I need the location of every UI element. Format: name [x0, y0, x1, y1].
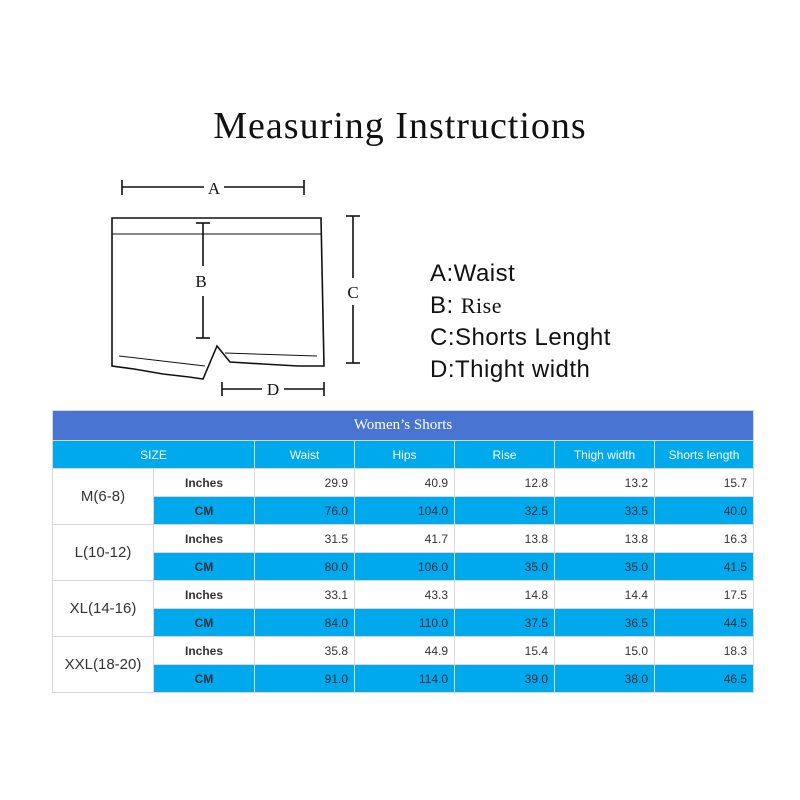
unit-label: CM: [154, 553, 255, 581]
table-cell: 44.9: [355, 637, 455, 665]
legend-rise-text: Rise: [460, 293, 502, 318]
table-row: [53, 469, 754, 497]
table-cell: 16.3: [655, 525, 754, 553]
table-cell: 15.0: [555, 637, 655, 665]
unit-label: CM: [154, 665, 255, 693]
table-caption: Women’s Shorts: [53, 411, 754, 441]
size-label: L(10-12): [53, 525, 154, 581]
table-cell: 18.3: [655, 637, 754, 665]
legend-shorts-length: C:Shorts Lenght: [430, 324, 611, 351]
table-cell: 44.5: [655, 609, 754, 637]
table-cell: 15.4: [455, 637, 555, 665]
label-a: A: [207, 179, 221, 198]
header-thigh-width: Thigh width: [555, 441, 655, 469]
table-cell: 38.0: [555, 665, 655, 693]
table-cell: 104.0: [355, 497, 455, 525]
table-cell: 15.7: [655, 469, 754, 497]
table-cell: 110.0: [355, 609, 455, 637]
table-cell: 41.7: [355, 525, 455, 553]
table-cell: 14.4: [555, 581, 655, 609]
header-size: SIZE: [53, 441, 255, 469]
table-cell: 37.5: [455, 609, 555, 637]
table-cell: 14.8: [455, 581, 555, 609]
table-row: [53, 665, 754, 693]
legend-rise: [430, 290, 611, 322]
table-cell: 13.8: [455, 525, 555, 553]
table-cell: 35.0: [555, 553, 655, 581]
unit-label: Inches: [154, 637, 255, 665]
table-cell: 91.0: [255, 665, 355, 693]
table-row: [53, 581, 754, 609]
legend-thigh-width: D:Thight width: [430, 356, 591, 383]
table-row: [53, 637, 754, 665]
header-waist: Waist: [255, 441, 355, 469]
label-c: C: [347, 283, 359, 302]
table-row: [53, 609, 754, 637]
unit-label: Inches: [154, 581, 255, 609]
table-cell: 84.0: [255, 609, 355, 637]
legend-rise-prefix: B:: [430, 292, 454, 319]
table-row: [53, 497, 754, 525]
table-cell: 35.8: [255, 637, 355, 665]
size-label: M(6-8): [53, 469, 154, 525]
table-cell: 76.0: [255, 497, 355, 525]
table-cell: 106.0: [355, 553, 455, 581]
shorts-diagram: [100, 170, 380, 410]
unit-label: CM: [154, 497, 255, 525]
table-cell: 33.1: [255, 581, 355, 609]
measurement-legend: [430, 258, 611, 386]
table-cell: 43.3: [355, 581, 455, 609]
table-cell: 40.0: [655, 497, 754, 525]
table-cell: 80.0: [255, 553, 355, 581]
size-chart-table: [52, 410, 754, 693]
table-cell: 46.5: [655, 665, 754, 693]
table-cell: 17.5: [655, 581, 754, 609]
table-cell: 33.5: [555, 497, 655, 525]
header-hips: Hips: [355, 441, 455, 469]
table-cell: 36.5: [555, 609, 655, 637]
unit-label: Inches: [154, 525, 255, 553]
table-row: [53, 553, 754, 581]
label-d: D: [266, 380, 280, 399]
size-label: XXL(18-20): [53, 637, 154, 693]
table-cell: 39.0: [455, 665, 555, 693]
table-row: [53, 525, 754, 553]
shorts-outline: [112, 218, 324, 379]
table-cell: 40.9: [355, 469, 455, 497]
table-cell: 12.8: [455, 469, 555, 497]
legend-waist: A:Waist: [430, 260, 516, 287]
table-header-row: [53, 441, 754, 469]
unit-label: CM: [154, 609, 255, 637]
table-cell: 13.2: [555, 469, 655, 497]
header-rise: Rise: [455, 441, 555, 469]
unit-label: Inches: [154, 469, 255, 497]
table-cell: 32.5: [455, 497, 555, 525]
table-cell: 35.0: [455, 553, 555, 581]
table-cell: 13.8: [555, 525, 655, 553]
table-cell: 114.0: [355, 665, 455, 693]
table-cell: 41.5: [655, 553, 754, 581]
page-title: Measuring Instructions: [213, 105, 587, 147]
table-cell: 31.5: [255, 525, 355, 553]
label-b: B: [195, 272, 207, 291]
header-shorts-length: Shorts length: [655, 441, 754, 469]
size-label: XL(14-16): [53, 581, 154, 637]
table-cell: 29.9: [255, 469, 355, 497]
